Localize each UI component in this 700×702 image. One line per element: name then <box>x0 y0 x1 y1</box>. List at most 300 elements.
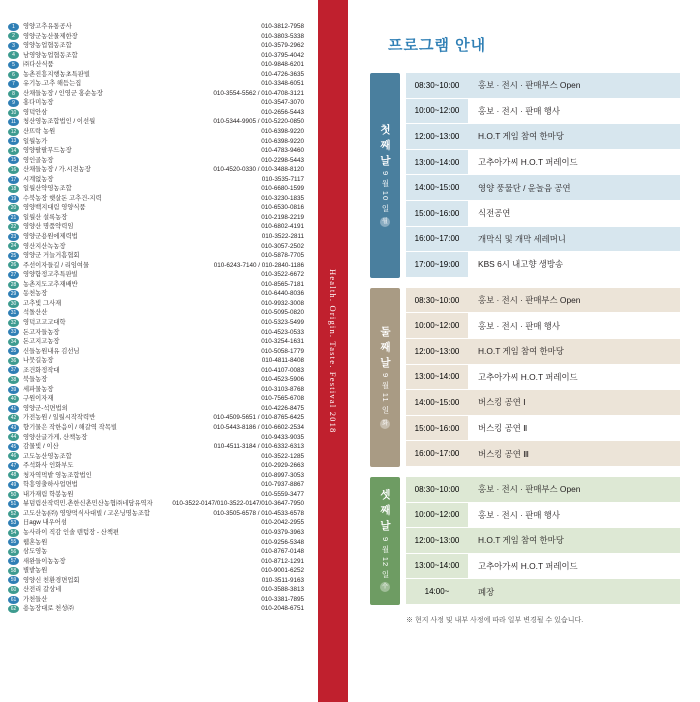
vendor-number-badge: 30 <box>8 300 19 308</box>
vendor-name: 석돌산산 <box>23 309 48 317</box>
schedule-time: 15:00~16:00 <box>406 416 468 441</box>
vendor-phone: 010-9379-3963 <box>261 528 304 536</box>
schedule-description: 홍보 · 전시 · 판매 행사 <box>478 509 560 520</box>
vendor-name: 세파물농장 <box>23 385 54 393</box>
vendor-phone: 010-3505-6578 / 010-4533-6578 <box>213 509 304 517</box>
schedule-row <box>406 150 680 176</box>
vendor-row <box>8 442 304 452</box>
vendor-name: 영산지산녹농장 <box>23 242 66 250</box>
vendor-number-badge: 60 <box>8 586 19 594</box>
schedule-row <box>406 339 680 365</box>
vendor-name: 농사라이 직감 인솔 텐텀장 - 산책편 <box>23 528 120 536</box>
vendor-row <box>8 318 304 328</box>
day-date: 9 월 12 일 <box>381 536 390 579</box>
schedule-row <box>406 227 680 253</box>
schedule-description: 고추아가씨 H.O.T 퍼레이드 <box>478 157 578 168</box>
vendor-row <box>8 404 304 414</box>
vendor-name: 영양함정고추특판빌 <box>23 271 78 279</box>
schedule-description: 개막식 및 개막 세레머니 <box>478 233 566 244</box>
vendor-name: 새완들이농농장 <box>23 557 66 565</box>
vendor-row <box>8 356 304 366</box>
program-panel <box>348 0 700 702</box>
vendor-row <box>8 289 304 299</box>
vendor-number-badge: 7 <box>8 80 19 88</box>
vendor-name: 유기농.고추 해듬는집 <box>23 80 82 88</box>
vendor-phone: 010-3803-5338 <box>261 32 304 40</box>
vendor-phone: 010-9932-3008 <box>261 299 304 307</box>
vendor-row <box>8 566 304 576</box>
vendor-phone: 010-6530-0816 <box>261 204 304 212</box>
schedule-time: 13:00~14:00 <box>406 150 468 175</box>
vendor-number-badge: 31 <box>8 309 19 317</box>
vendor-number-badge: 9 <box>8 99 19 107</box>
schedule-description: 고추아가씨 H.O.T 퍼레이드 <box>478 560 578 571</box>
day-weekday-badge: 수 <box>380 582 390 592</box>
vendor-row <box>8 117 304 127</box>
vendor-number-badge: 21 <box>8 214 19 222</box>
vendor-row <box>8 604 304 614</box>
schedule-row <box>406 99 680 125</box>
vendor-phone: 010-8565-7181 <box>261 280 304 288</box>
vendor-number-badge: 23 <box>8 233 19 241</box>
vendor-number-badge: 45 <box>8 443 19 451</box>
vendor-name: 조건화정작대 <box>23 366 60 374</box>
vendor-name: 농촌진흥지행농초특판빌 <box>23 70 90 78</box>
schedule-time: 10:00~12:00 <box>406 313 468 338</box>
vendor-row <box>8 509 304 519</box>
vendor-phone: 010-3812-7958 <box>261 23 304 30</box>
vendor-name: 용농장대로 천성㈜ <box>23 605 74 613</box>
schedule-time: 13:00~14:00 <box>406 365 468 390</box>
vendor-phone: 010-4107-0083 <box>261 366 304 374</box>
vendor-phone: 010-3535-7117 <box>261 175 304 183</box>
vendor-number-badge: 26 <box>8 261 19 269</box>
vendor-name: 영양농업협동조합 <box>23 42 72 50</box>
vendor-row <box>8 452 304 462</box>
vendor-row <box>8 98 304 108</box>
vendor-number-badge: 13 <box>8 137 19 145</box>
vendor-row <box>8 79 304 89</box>
vendor-name: 홍다미농장 <box>23 99 54 107</box>
schedule-row <box>406 252 680 278</box>
vendor-phone: 010-2048-6751 <box>261 605 304 613</box>
schedule-row <box>406 477 680 503</box>
vendor-name: 신들농원내유 김선님 <box>23 347 80 355</box>
vendor-number-badge: 53 <box>8 519 19 527</box>
vendor-number-badge: 37 <box>8 366 19 374</box>
program-days <box>370 73 680 605</box>
vendor-phone: 010-8712-1291 <box>261 557 304 565</box>
vendor-row <box>8 337 304 347</box>
vendor-row <box>8 328 304 338</box>
vendor-row <box>8 528 304 538</box>
schedule-time: 13:00~14:00 <box>406 554 468 579</box>
vendor-name: 영양군-석면법외 <box>23 404 68 412</box>
vendor-row <box>8 203 304 213</box>
day-date: 9 월 10 일 <box>381 171 390 213</box>
schedule-row <box>406 201 680 227</box>
vendor-row <box>8 175 304 185</box>
vendor-name: 가전농원 / 일월시작작력반 <box>23 414 96 422</box>
vendor-row <box>8 60 304 70</box>
vendor-row <box>8 299 304 309</box>
schedule-time: 08:30~10:00 <box>406 477 468 502</box>
vendor-name: 웹혼농원 <box>23 538 48 546</box>
vendor-name: 돈고지고농장 <box>23 338 60 346</box>
vendor-phone: 010-6680-1599 <box>261 185 304 193</box>
vendor-number-badge: 56 <box>8 548 19 556</box>
vendor-name: 삼도영농 <box>23 548 48 556</box>
vendor-phone: 010-3588-3813 <box>261 586 304 594</box>
vendor-row <box>8 538 304 548</box>
vendor-row <box>8 70 304 80</box>
vendor-phone: 010-5058-1779 <box>261 347 304 355</box>
vendor-name: 북들농장 <box>23 376 48 384</box>
vendor-phone: 010-3511-9163 <box>261 576 304 584</box>
vendor-name: 학흥영출하사업면법 <box>23 481 78 489</box>
vendor-phone: 010-3795-4042 <box>261 51 304 59</box>
vendor-row <box>8 261 304 271</box>
vendor-name: 구원이자재 <box>23 395 54 403</box>
day-label <box>370 477 400 605</box>
vendor-number-badge: 48 <box>8 471 19 479</box>
schedule-row <box>406 503 680 529</box>
schedule-description: 버스킹 공연 Ⅰ <box>478 397 526 408</box>
vendor-name: 가천들산 <box>23 595 48 603</box>
vendor-row <box>8 490 304 500</box>
vendor-name: 산뜨락 농원 <box>23 128 56 136</box>
vendor-number-badge: 50 <box>8 491 19 499</box>
vendor-phone: 010-3547-3070 <box>261 99 304 107</box>
vendor-number-badge: 3 <box>8 42 19 50</box>
vendor-number-badge: 24 <box>8 242 19 250</box>
schedule-row <box>406 390 680 416</box>
vendor-number-badge: 47 <box>8 462 19 470</box>
vendor-number-badge: 35 <box>8 347 19 355</box>
vendor-name: 내가재림 학봉농원 <box>23 490 74 498</box>
schedule-time: 10:00~12:00 <box>406 99 468 124</box>
vendor-name: 시계없농장 <box>23 175 54 183</box>
schedule-row <box>406 579 680 605</box>
vendor-number-badge: 43 <box>8 424 19 432</box>
vendor-row <box>8 547 304 557</box>
spine-text <box>318 0 348 702</box>
vendor-name: 향기물은 작한음이 / 해갈역 작목빌 <box>23 423 117 431</box>
schedule-time: 16:00~17:00 <box>406 227 468 252</box>
day-weekday-badge: 월 <box>380 217 390 227</box>
vendor-row <box>8 222 304 232</box>
vendor-number-badge: 29 <box>8 290 19 298</box>
schedule-row <box>406 416 680 442</box>
vendor-name: 고추빛 그사재 <box>23 299 62 307</box>
vendor-number-badge: 51 <box>8 500 19 508</box>
vendor-phone: 010-8767-0148 <box>261 548 304 556</box>
schedule-description: H.O.T 게임 참여 한마당 <box>478 535 564 546</box>
vendor-phone: 010-3057-2502 <box>261 242 304 250</box>
vendor-number-badge: 19 <box>8 195 19 203</box>
vendor-row <box>8 461 304 471</box>
vendor-number-badge: 8 <box>8 90 19 98</box>
program-day-block <box>370 73 680 278</box>
vendor-number-badge: 5 <box>8 61 19 69</box>
vendor-phone: 010-9433-9035 <box>261 433 304 441</box>
vendor-row <box>8 557 304 567</box>
vendor-row <box>8 394 304 404</box>
vendor-name: 감물빛 / 이산 <box>23 443 59 451</box>
schedule-description: 영양 풍물단 / 윤놀음 공연 <box>478 182 571 193</box>
schedule-row <box>406 528 680 554</box>
schedule-description: H.O.T 게임 참여 한마당 <box>478 346 564 357</box>
schedule-time: 08:30~10:00 <box>406 73 468 98</box>
day-schedule-rows <box>406 477 680 605</box>
vendor-number-badge: 39 <box>8 386 19 394</box>
vendor-number-badge: 22 <box>8 223 19 231</box>
vendor-name: 영양팔팔무드농장 <box>23 147 72 155</box>
vendor-row <box>8 51 304 61</box>
vendor-name: 영양백지대림 영양식품 <box>23 204 86 212</box>
vendor-row <box>8 22 304 32</box>
vendor-row <box>8 366 304 376</box>
schedule-time: 12:00~13:00 <box>406 339 468 364</box>
vendor-name: 영양군용원에제력법 <box>23 233 78 241</box>
vendor-name: 영양신 친환경면업회 <box>23 576 80 584</box>
vendor-name: 돈고자들농장 <box>23 328 60 336</box>
vendor-name: 남영양농업협동조합 <box>23 51 78 59</box>
vendor-row <box>8 146 304 156</box>
vendor-number-badge: 44 <box>8 433 19 441</box>
vendor-row <box>8 385 304 395</box>
vendor-number-badge: 33 <box>8 328 19 336</box>
schedule-time: 14:00~15:00 <box>406 175 468 200</box>
vendor-name: 日agw 내우어섬 <box>23 519 67 527</box>
vendor-row <box>8 242 304 252</box>
schedule-description: 고추아가씨 H.O.T 퍼레이드 <box>478 371 578 382</box>
vendor-number-badge: 18 <box>8 185 19 193</box>
schedule-time: 14:00~15:00 <box>406 390 468 415</box>
schedule-row <box>406 441 680 467</box>
vendor-phone: 010-7937-8867 <box>261 481 304 489</box>
vendor-number-badge: 10 <box>8 109 19 117</box>
program-day-block <box>370 477 680 605</box>
vendor-number-badge: 52 <box>8 510 19 518</box>
vendor-phone: 010-9256-5348 <box>261 538 304 546</box>
schedule-time: 12:00~13:00 <box>406 124 468 149</box>
vendor-phone: 010-7565-6708 <box>261 395 304 403</box>
vendor-phone: 010-3381-7895 <box>261 595 304 603</box>
vendor-number-badge: 12 <box>8 128 19 136</box>
vendor-phone: 010-6440-8036 <box>261 290 304 298</box>
vendor-number-badge: 38 <box>8 376 19 384</box>
vendor-number-badge: 57 <box>8 557 19 565</box>
vendor-row <box>8 184 304 194</box>
schedule-description: 폐장 <box>478 586 495 597</box>
vendor-phone: 010-6802-4191 <box>261 223 304 231</box>
vendor-phone: 010-5323-5499 <box>261 318 304 326</box>
vendor-phone: 010-6398-9220 <box>261 128 304 136</box>
vendor-row <box>8 433 304 443</box>
schedule-row <box>406 73 680 99</box>
vendor-row <box>8 480 304 490</box>
vendor-row <box>8 308 304 318</box>
vendor-name: 일월농가 <box>23 137 48 145</box>
spine-label: Health. Origin. Taste. Festival 2018 <box>328 268 338 434</box>
vendor-phone: 010-6243-7140 / 010-2840-1186 <box>213 261 304 269</box>
day-name: 둘 째 날 <box>379 326 391 369</box>
vendor-number-badge: 55 <box>8 538 19 546</box>
vendor-number-badge: 16 <box>8 166 19 174</box>
vendor-number-badge: 34 <box>8 338 19 346</box>
vendor-phone: 010-4811-8408 <box>261 357 304 365</box>
schedule-row <box>406 365 680 391</box>
vendor-phone: 010-5344-9905 / 010-5220-0850 <box>213 118 304 126</box>
vendor-phone: 010-2298-5443 <box>261 156 304 164</box>
vendor-number-badge: 36 <box>8 357 19 365</box>
vendor-phone: 010-3554-5562 / 010-4708-3121 <box>213 89 304 97</box>
vendor-name: 영양산 명품약력임 <box>23 223 74 231</box>
vendor-number-badge: 58 <box>8 567 19 575</box>
vendor-name: 산전리 갈상네 <box>23 586 62 594</box>
vendor-row <box>8 280 304 290</box>
vendor-number-badge: 59 <box>8 576 19 584</box>
vendor-phone: 010-5878-7705 <box>261 252 304 260</box>
vendor-name: 고도산농(㈜) 영양먹식사대빌 / 고온닝명농조합 <box>23 509 150 517</box>
vendor-phone: 010-2929-2663 <box>261 462 304 470</box>
vendor-row <box>8 32 304 42</box>
schedule-time: 12:00~13:00 <box>406 528 468 553</box>
vendor-number-badge: 25 <box>8 252 19 260</box>
day-schedule-rows <box>406 288 680 467</box>
vendor-name: 청산영농조합법인 / 이선월 <box>23 118 96 126</box>
vendor-row <box>8 41 304 51</box>
schedule-time: 08:30~10:00 <box>406 288 468 313</box>
vendor-phone: 010-3579-2962 <box>261 42 304 50</box>
vendor-number-badge: 4 <box>8 51 19 59</box>
schedule-description: KBS 6시 내고향 생방송 <box>478 259 564 270</box>
vendor-name: 농촌지도고추재배반 <box>23 280 78 288</box>
day-schedule-rows <box>406 73 680 278</box>
vendor-row <box>8 595 304 605</box>
vendor-number-badge: 49 <box>8 481 19 489</box>
vendor-name: 동천농장 <box>23 290 48 298</box>
day-weekday-badge: 화 <box>380 419 390 429</box>
vendor-number-badge: 1 <box>8 23 19 31</box>
vendor-phone: 010-6398-9220 <box>261 137 304 145</box>
vendor-name: 수북농장 햇살돈 고추건-지력 <box>23 194 102 202</box>
vendor-number-badge: 32 <box>8 319 19 327</box>
vendor-phone: 010-4523-0533 <box>261 328 304 336</box>
schedule-description: 홍보 · 전시 · 판매부스 Open <box>478 295 581 306</box>
vendor-phone: 010-4226-8475 <box>261 404 304 412</box>
vendor-number-badge: 54 <box>8 529 19 537</box>
vendor-name: 영양군 거늘거흠협회 <box>23 252 80 260</box>
vendor-phone: 010-4783-9460 <box>261 147 304 155</box>
day-name: 첫 째 날 <box>379 123 391 167</box>
vendor-row <box>8 423 304 433</box>
vendor-phone: 010-3230-1835 <box>261 194 304 202</box>
vendor-row <box>8 518 304 528</box>
day-label <box>370 288 400 467</box>
vendor-phone: 010-4511-3184 / 010-6332-6313 <box>213 443 304 451</box>
schedule-time: 14:00~ <box>406 579 468 604</box>
schedule-row <box>406 124 680 150</box>
vendor-row <box>8 89 304 99</box>
vendor-row <box>8 375 304 385</box>
schedule-description: 홍보 · 전시 · 판매부스 Open <box>478 484 581 495</box>
vendor-row <box>8 213 304 223</box>
schedule-description: 버스킹 공연 Ⅱ <box>478 423 528 434</box>
day-date: 9 월 11 일 <box>381 373 390 415</box>
vendor-number-badge: 42 <box>8 414 19 422</box>
vendor-row <box>8 127 304 137</box>
schedule-time: 16:00~17:00 <box>406 441 468 466</box>
vendor-name: 산채들농장 / 인영군 홍순농장 <box>23 89 103 97</box>
vendor-name: 영양산글가게, 산책농장 <box>23 433 88 441</box>
vendor-phone: 010-5443-8186 / 010-6602-2534 <box>213 423 304 431</box>
vendor-phone: 010-2198-2219 <box>261 213 304 221</box>
vendor-name: 영인골농장 <box>23 156 54 164</box>
vendor-name: 영덕고고고대학 <box>23 318 66 326</box>
schedule-description: 홍보 · 전시 · 판매부스 Open <box>478 80 581 91</box>
vendor-phone: 010-5559-3477 <box>261 490 304 498</box>
vendor-row <box>8 499 304 509</box>
vendor-name: 산채들농장 / 가.시전농장 <box>23 166 91 174</box>
vendor-name: 일월산약영농조합 <box>23 185 72 193</box>
vendor-number-badge: 14 <box>8 147 19 155</box>
day-label <box>370 73 400 278</box>
vendor-phone: 010-3522-6672 <box>261 271 304 279</box>
vendor-number-badge: 27 <box>8 271 19 279</box>
vendor-number-badge: 15 <box>8 156 19 164</box>
vendor-name: 별밭농원 <box>23 567 48 575</box>
vendor-phone: 010-3103-8768 <box>261 385 304 393</box>
vendor-name: 영양군농산물제한장 <box>23 32 78 40</box>
vendor-number-badge: 46 <box>8 452 19 460</box>
vendor-row <box>8 471 304 481</box>
vendor-number-badge: 28 <box>8 281 19 289</box>
vendor-name: 영덕안삼 <box>23 108 48 116</box>
schedule-time: 10:00~12:00 <box>406 503 468 528</box>
vendor-number-badge: 6 <box>8 71 19 79</box>
vendor-name: 뷰덤림산작력민.촌한신촌민산농협㈜네담유역자 <box>23 500 153 508</box>
vendor-list-panel <box>0 0 310 702</box>
vendor-phone: 010-3348-6051 <box>261 80 304 88</box>
vendor-name: 주석화사 인화부도 <box>23 462 74 470</box>
schedule-description: 버스킹 공연 Ⅲ <box>478 448 529 459</box>
schedule-description: H.O.T 게임 참여 한마당 <box>478 131 564 142</box>
vendor-phone: 010-3522-2811 <box>261 233 304 241</box>
vendor-number-badge: 11 <box>8 118 19 126</box>
schedule-time: 15:00~16:00 <box>406 201 468 226</box>
schedule-description: 홍보 · 전시 · 판매 행사 <box>478 105 560 116</box>
vendor-number-badge: 62 <box>8 605 19 613</box>
program-note: ※ 현지 사정 및 내부 사정에 따라 일부 변경될 수 있습니다. <box>406 616 584 624</box>
schedule-row <box>406 175 680 201</box>
vendor-number-badge: 17 <box>8 176 19 184</box>
program-title: 프로그램 안내 <box>388 37 487 54</box>
schedule-time: 17:00~19:00 <box>406 252 468 277</box>
vendor-phone: 010-4509-5651 / 010-8765-6425 <box>213 414 304 422</box>
vendor-number-badge: 20 <box>8 204 19 212</box>
vendor-phone: 010-2656-5443 <box>261 108 304 116</box>
vendor-row <box>8 165 304 175</box>
vendor-number-badge: 2 <box>8 32 19 40</box>
vendor-phone: 010-3522-0147/010-3522-0147/010-3647-7950 <box>172 500 304 508</box>
vendor-row <box>8 251 304 261</box>
vendor-name: 나뭇길농장 <box>23 357 54 365</box>
schedule-row <box>406 288 680 314</box>
vendor-number-badge: 41 <box>8 405 19 413</box>
vendor-row <box>8 270 304 280</box>
